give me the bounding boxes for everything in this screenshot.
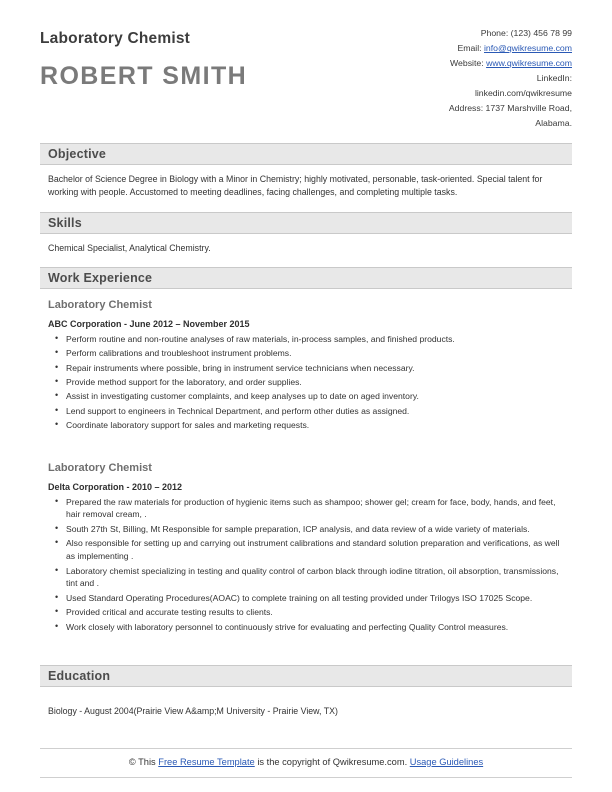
page-title: Laboratory Chemist (40, 30, 191, 47)
header-left (40, 26, 247, 91)
job-company-dates: Delta Corporation - 2010 – 2012 (48, 481, 183, 492)
contact-phone: Phone: (123) 456 78 99 (480, 28, 572, 38)
section-body-education (40, 687, 572, 716)
section-header-objective (40, 143, 572, 165)
list-item: • Lend support to engineers in Technical Department, and perform other duties as assigned. (64, 405, 564, 418)
list-item: • Provide method support for the laboratory, and order supplies. (64, 376, 564, 389)
footer-copyright-prefix: © This (128, 756, 159, 767)
contact-website-line (449, 56, 572, 71)
job-role: Laboratory Chemist (48, 461, 152, 474)
list-item: • Repair instruments where possible, bring in instrument service technicians when necessary. (64, 362, 564, 375)
contact-linkedin-label: LinkedIn: (536, 72, 572, 83)
education-spacer (40, 635, 572, 653)
section-body-skills (40, 234, 572, 255)
section-body-objective (40, 165, 572, 200)
section-title-objective: Objective (48, 146, 107, 161)
job-entry (40, 289, 572, 432)
section-title-education: Education (48, 669, 111, 683)
section-header-work-experience (40, 267, 572, 289)
contact-address-line2: Alabama. (535, 117, 572, 128)
skills-text: Chemical Specialist, Analytical Chemistry. (48, 242, 211, 253)
job-bullets (48, 333, 564, 432)
list-item: • Work closely with laboratory personnel to continuously strive for evaluating and perfecting Quality Control measures. (64, 621, 564, 634)
contact-website-label: Website: (450, 57, 487, 68)
job-company-dates: ABC Corporation - June 2012 – November 2015 (48, 318, 250, 329)
job-entry (40, 452, 572, 634)
job-bullets (48, 496, 564, 634)
list-item: • Assist in investigating customer complaints, and keep analyses up to date on aged inventory. (64, 390, 564, 403)
contact-block (449, 26, 572, 131)
candidate-name: ROBERT SMITH (40, 62, 248, 90)
contact-email-label: Email: (457, 42, 484, 53)
education-text: Biology - August 2004(Prairie View A&amp;M University - Prairie View, TX) (48, 705, 338, 716)
section-header-education (40, 665, 572, 687)
footer-usage-guidelines-link[interactable]: Usage Guidelines (409, 756, 484, 767)
footer-middle-text: is the copyright of Qwikresume.com. (254, 756, 410, 767)
section-header-skills (40, 212, 572, 234)
contact-email-line (449, 41, 572, 56)
list-item: • Coordinate laboratory support for sales and marketing requests. (64, 419, 564, 432)
footer-template-link[interactable]: Free Resume Template (158, 756, 255, 767)
list-item: • Used Standard Operating Procedures(AOAC) to complete training on all testing provided under Trilogys ISO 17025 Scope. (64, 592, 564, 605)
list-item: • Provided critical and accurate testing results to clients. (64, 606, 564, 619)
contact-email-value[interactable]: info@qwikresume.com (484, 42, 572, 53)
job-role: Laboratory Chemist (48, 298, 152, 311)
list-item: • South 27th St, Billing, Mt Responsible for sample preparation, ICP analysis, and data review of a wide variety of materials. (64, 523, 564, 536)
job-spacer (40, 434, 572, 452)
contact-website-value[interactable]: www.qwikresume.com (486, 57, 572, 68)
list-item: • Perform calibrations and troubleshoot instrument problems. (64, 347, 564, 360)
contact-address-line1: Address: 1737 Marshville Road, (448, 102, 572, 113)
footer (40, 748, 572, 778)
objective-text: Bachelor of Science Degree in Biology with a Minor in Chemistry; highly motivated, personable, task-oriented. Special talent for working with people. Accustomed to meeting deadlines, facing challenges, and completing multiple tasks. (48, 173, 543, 198)
list-item: • Laboratory chemist specializing in testing and quality control of carbon black through iodine titration, oil absorption, transmissions, tint and . (64, 565, 564, 591)
resume-header (40, 26, 572, 131)
contact-linkedin-value[interactable]: linkedin.com/qwikresume (474, 87, 572, 98)
list-item: • Also responsible for setting up and carrying out instrument calibrations and standard solution preparation and verifications, as well as implementing . (64, 537, 564, 563)
section-title-skills: Skills (48, 215, 82, 230)
section-title-work-experience: Work Experience (48, 270, 153, 285)
list-item: • Prepared the raw materials for production of hygienic items such as shampoo; shower gel; cream for face, body, hands, and feet, hair removal cream, . (64, 496, 564, 522)
list-item: • Perform routine and non-routine analyses of raw materials, in-process samples, and finished products. (64, 333, 564, 346)
